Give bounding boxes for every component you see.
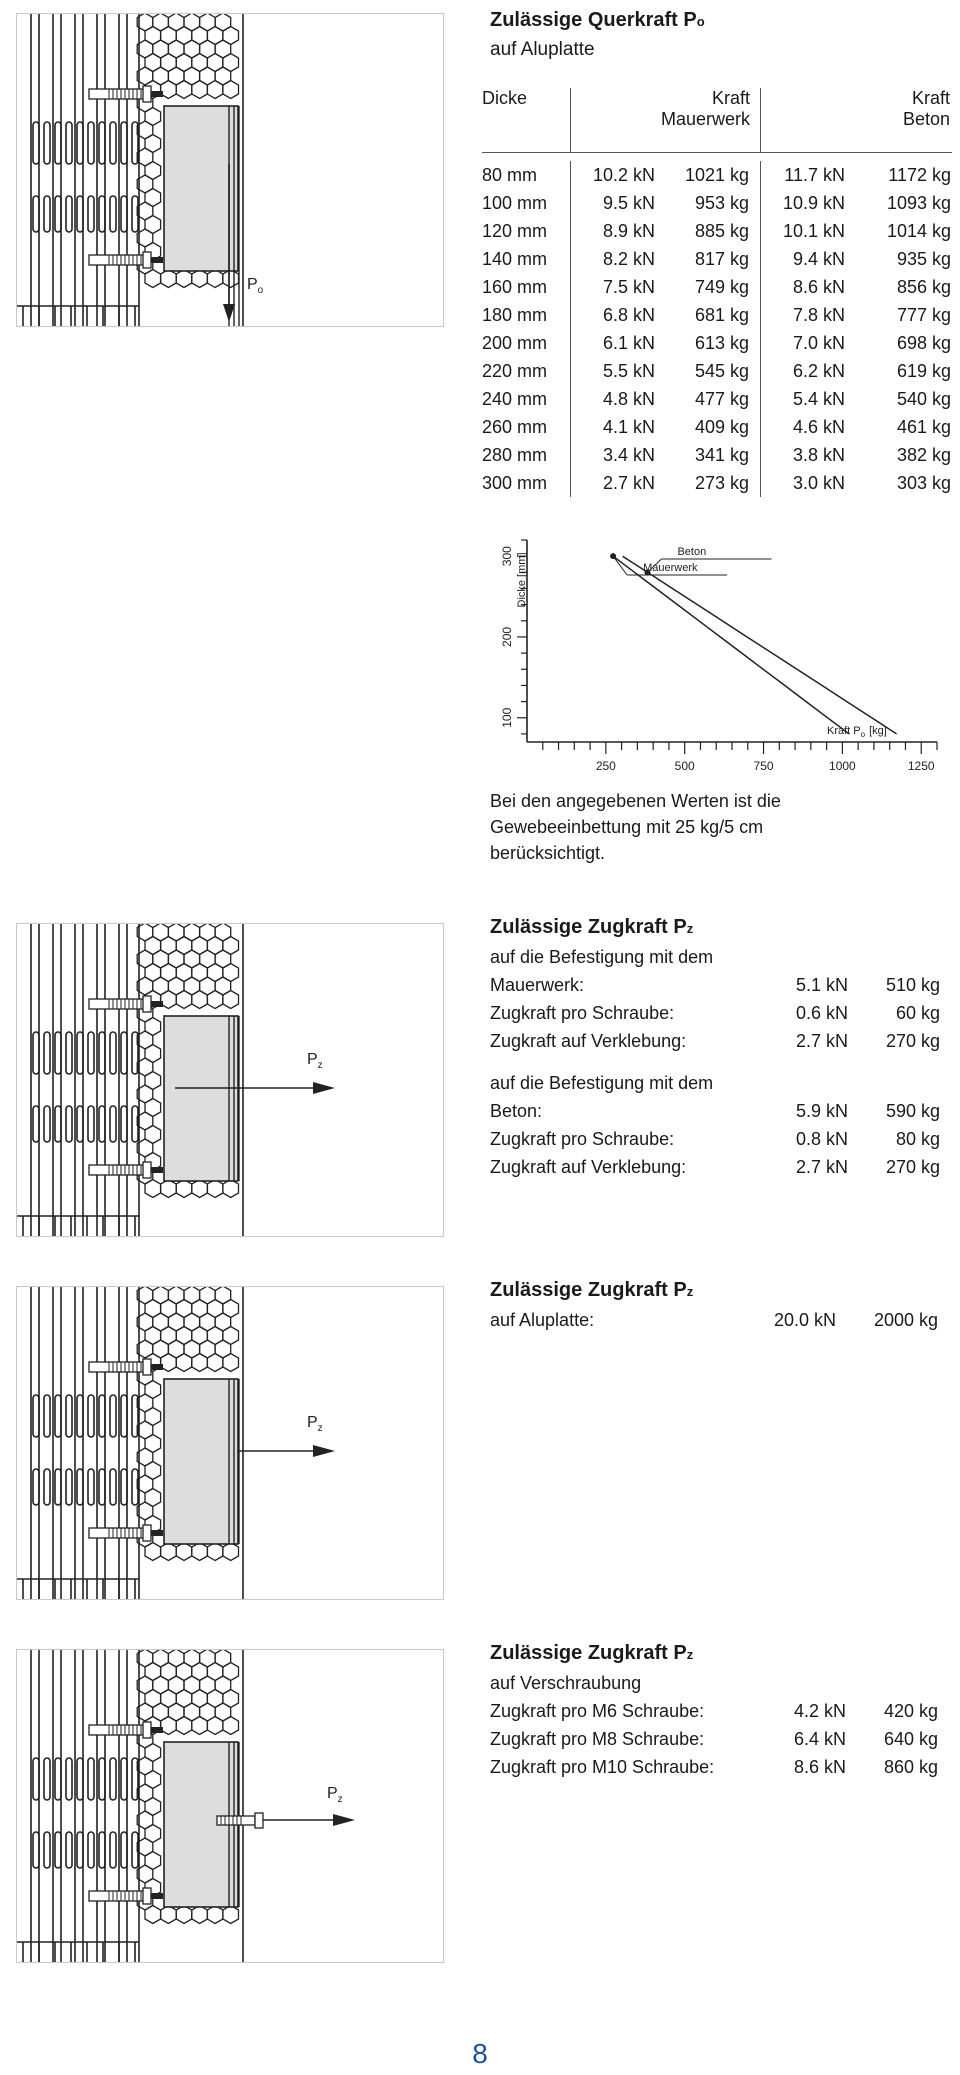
cell-mauerwerk-kg: 817 kg <box>694 249 749 269</box>
cell-mauerwerk-kn: 8.2 kN <box>602 249 655 269</box>
thickness-force-chart <box>482 530 952 780</box>
x-tick-label: 1250 <box>907 759 935 773</box>
value-kg: 590 kg <box>885 1101 940 1121</box>
value-label: Beton: <box>490 1101 543 1121</box>
cell-mauerwerk-kn: 3.4 kN <box>602 445 655 465</box>
cell-mauerwerk-kn: 9.5 kN <box>602 193 655 213</box>
cell-thickness: 120 mm <box>482 221 548 241</box>
y-axis-label: Dicke [mm] <box>516 552 528 608</box>
section-title: Zulässige Zugkraft Pz <box>490 1279 694 1301</box>
value-label: Zugkraft pro M6 Schraube: <box>490 1701 705 1721</box>
cell-mauerwerk-kn: 2.7 kN <box>602 473 655 493</box>
value-kg: 80 kg <box>895 1129 940 1149</box>
header-mauerwerk: Kraft Mauerwerk <box>570 88 760 152</box>
series-line-beton <box>623 556 897 734</box>
cell-beton-kn: 10.1 kN <box>782 221 845 241</box>
x-tick-label: 750 <box>753 759 774 773</box>
cell-beton-kg: 303 kg <box>896 473 951 493</box>
section-zugkraft-befestigung <box>490 913 950 1181</box>
cell-thickness: 240 mm <box>482 389 548 409</box>
cell-thickness: 280 mm <box>482 445 548 465</box>
block-intro: auf die Befestigung mit dem <box>490 947 714 967</box>
cell-mauerwerk-kg: 409 kg <box>694 417 749 437</box>
wall-diagram-zugkraft-befestigung <box>17 924 443 1236</box>
section-zugkraft-verschraubung <box>490 1639 950 1781</box>
section-title: Zulässige Zugkraft Pz <box>490 1642 694 1664</box>
section-querkraft <box>490 6 950 64</box>
cell-beton-kn: 7.8 kN <box>792 305 845 325</box>
cell-beton-kn: 8.6 kN <box>792 277 845 297</box>
cell-mauerwerk-kn: 8.9 kN <box>602 221 655 241</box>
anchor-screw-icon <box>89 1525 163 1541</box>
x-axis-label: Kraft $P_o$ [kg] <box>827 725 887 739</box>
anchor-screw-icon <box>89 1722 163 1738</box>
cell-beton-kn: 6.2 kN <box>792 361 845 381</box>
value-kn: 4.2 kN <box>793 1701 846 1721</box>
querkraft-table <box>482 88 952 497</box>
value-row <box>490 1097 950 1125</box>
cell-thickness: 260 mm <box>482 417 548 437</box>
cell-mauerwerk-kn: 4.1 kN <box>602 417 655 437</box>
wall-diagram-querkraft <box>17 14 443 326</box>
cell-beton-kg: 1014 kg <box>886 221 951 241</box>
anchor-screw-icon <box>89 86 163 102</box>
block-intro: auf die Befestigung mit dem <box>490 1073 714 1093</box>
cell-thickness: 80 mm <box>482 165 538 185</box>
cell-mauerwerk-kn: 5.5 kN <box>602 361 655 381</box>
figure-zugkraft-aluplatte <box>16 1286 444 1600</box>
section-title: Zulässige Zugkraft Pz <box>490 916 694 938</box>
cell-mauerwerk-kn: 7.5 kN <box>602 277 655 297</box>
value-label: Zugkraft pro M8 Schraube: <box>490 1729 705 1749</box>
cell-mauerwerk-kg: 885 kg <box>694 221 749 241</box>
cell-beton-kg: 382 kg <box>896 445 951 465</box>
cell-mauerwerk-kg: 749 kg <box>694 277 749 297</box>
cell-mauerwerk-kn: 6.8 kN <box>602 305 655 325</box>
cell-mauerwerk-kg: 681 kg <box>694 305 749 325</box>
cell-beton-kg: 461 kg <box>896 417 951 437</box>
value-row <box>490 1725 950 1753</box>
x-tick-label: 1000 <box>829 759 856 773</box>
y-tick-label: 100 <box>500 707 514 728</box>
value-kn: 8.6 kN <box>793 1757 846 1777</box>
value-row <box>490 999 950 1027</box>
value-label: Zugkraft auf Verklebung: <box>490 1157 687 1177</box>
value-kn: 6.4 kN <box>793 1729 846 1749</box>
anchor-screw-icon <box>89 1359 163 1375</box>
series-line-mauerwerk <box>613 556 849 734</box>
y-tick-label: 300 <box>500 546 514 567</box>
cell-mauerwerk-kg: 545 kg <box>694 361 749 381</box>
x-tick-label: 250 <box>595 759 616 773</box>
cell-beton-kg: 1093 kg <box>886 193 951 213</box>
value-kg: 640 kg <box>883 1729 938 1749</box>
value-label: Zugkraft pro Schraube: <box>490 1003 675 1023</box>
value-label: Zugkraft auf Verklebung: <box>490 1031 687 1051</box>
value-label: Zugkraft pro Schraube: <box>490 1129 675 1149</box>
header-beton: Kraft Beton <box>760 88 952 152</box>
value-row <box>490 1697 950 1725</box>
value-kg: 420 kg <box>883 1701 938 1721</box>
cell-beton-kg: 935 kg <box>896 249 951 269</box>
anchor-screw-icon <box>89 1888 163 1904</box>
cell-beton-kg: 619 kg <box>896 361 951 381</box>
cell-beton-kg: 1172 kg <box>888 165 951 185</box>
querkraft-note: Bei den angegebenen Werten ist die Gewebeeinbettung mit 25 kg/5 cm berücksichtigt. <box>490 791 781 863</box>
value-row <box>490 1153 950 1181</box>
cell-mauerwerk-kg: 273 kg <box>694 473 749 493</box>
value-kg: 860 kg <box>883 1757 938 1777</box>
cell-mauerwerk-kg: 613 kg <box>694 333 749 353</box>
wall-diagram-zugkraft-aluplatte <box>17 1287 443 1599</box>
value-kn: 5.1 kN <box>795 975 848 995</box>
cell-thickness: 180 mm <box>482 305 548 325</box>
section-title: Zulässige Querkraft Po <box>490 9 705 31</box>
force-label: $P_z$ <box>327 1785 343 1805</box>
cell-mauerwerk-kg: 341 kg <box>694 445 749 465</box>
cell-mauerwerk-kn: 4.8 kN <box>602 389 655 409</box>
header-thickness: Dicke <box>482 88 528 108</box>
anchor-screw-icon <box>89 252 163 268</box>
value-kg: 510 kg <box>885 975 940 995</box>
cell-beton-kn: 5.4 kN <box>792 389 845 409</box>
value-row <box>490 971 950 999</box>
cell-thickness: 200 mm <box>482 333 548 353</box>
legend-label: Beton <box>677 546 707 558</box>
value-row <box>490 1027 950 1055</box>
section-subtitle: auf Verschraubung <box>490 1673 642 1693</box>
section-subtitle: auf Aluplatte <box>490 39 595 60</box>
section-zugkraft-aluplatte <box>490 1276 950 1334</box>
y-tick-label: 200 <box>500 626 514 647</box>
cell-thickness: 100 mm <box>482 193 548 213</box>
cell-beton-kn: 3.8 kN <box>792 445 845 465</box>
value-kn: 2.7 kN <box>795 1157 848 1177</box>
x-tick-label: 500 <box>674 759 695 773</box>
value-kn: 0.6 kN <box>795 1003 848 1023</box>
figure-querkraft <box>16 13 444 327</box>
value-row <box>490 1125 950 1153</box>
cell-mauerwerk-kg: 477 kg <box>694 389 749 409</box>
cell-beton-kn: 10.9 kN <box>782 193 845 213</box>
cell-mauerwerk-kg: 1021 kg <box>684 165 749 185</box>
cell-thickness: 220 mm <box>482 361 548 381</box>
cell-beton-kn: 9.4 kN <box>792 249 845 269</box>
cell-beton-kg: 777 kg <box>896 305 951 325</box>
value-kn: 0.8 kN <box>795 1129 848 1149</box>
value-label: Zugkraft pro M10 Schraube: <box>490 1757 715 1777</box>
value-kg: 270 kg <box>885 1157 940 1177</box>
cell-beton-kg: 698 kg <box>896 333 951 353</box>
wall-diagram-zugkraft-verschraubung <box>17 1650 443 1962</box>
value-row: auf Aluplatte: 20.0 kN 2000 kg <box>490 1310 938 1330</box>
anchor-screw-icon <box>89 1162 163 1178</box>
cell-thickness: 160 mm <box>482 277 548 297</box>
cell-beton-kn: 3.0 kN <box>792 473 845 493</box>
cell-beton-kn: 11.7 kN <box>784 165 845 185</box>
value-row <box>490 1753 950 1781</box>
cell-mauerwerk-kn: 10.2 kN <box>592 165 655 185</box>
cell-mauerwerk-kg: 953 kg <box>694 193 749 213</box>
page-number: 8 <box>472 2038 488 2069</box>
legend-label: Mauerwerk <box>643 562 698 574</box>
cell-mauerwerk-kn: 6.1 kN <box>602 333 655 353</box>
value-kn: 2.7 kN <box>795 1031 848 1051</box>
cell-thickness: 140 mm <box>482 249 548 269</box>
force-label: $P_z$ <box>307 1414 323 1434</box>
chart-svg <box>482 530 952 780</box>
cell-beton-kg: 856 kg <box>896 277 951 297</box>
anchor-screw-icon <box>89 996 163 1012</box>
cell-beton-kn: 7.0 kN <box>792 333 845 353</box>
force-label: $P_o$ <box>247 276 264 296</box>
figure-zugkraft-verschraubung <box>16 1649 444 1963</box>
value-kn: 5.9 kN <box>795 1101 848 1121</box>
value-label: Mauerwerk: <box>490 975 585 995</box>
cell-beton-kg: 540 kg <box>896 389 951 409</box>
value-kg: 60 kg <box>895 1003 940 1023</box>
value-kg: 270 kg <box>885 1031 940 1051</box>
figure-zugkraft-befestigung <box>16 923 444 1237</box>
force-label: $P_z$ <box>307 1051 323 1071</box>
cell-beton-kn: 4.6 kN <box>792 417 845 437</box>
cell-thickness: 300 mm <box>482 473 548 493</box>
